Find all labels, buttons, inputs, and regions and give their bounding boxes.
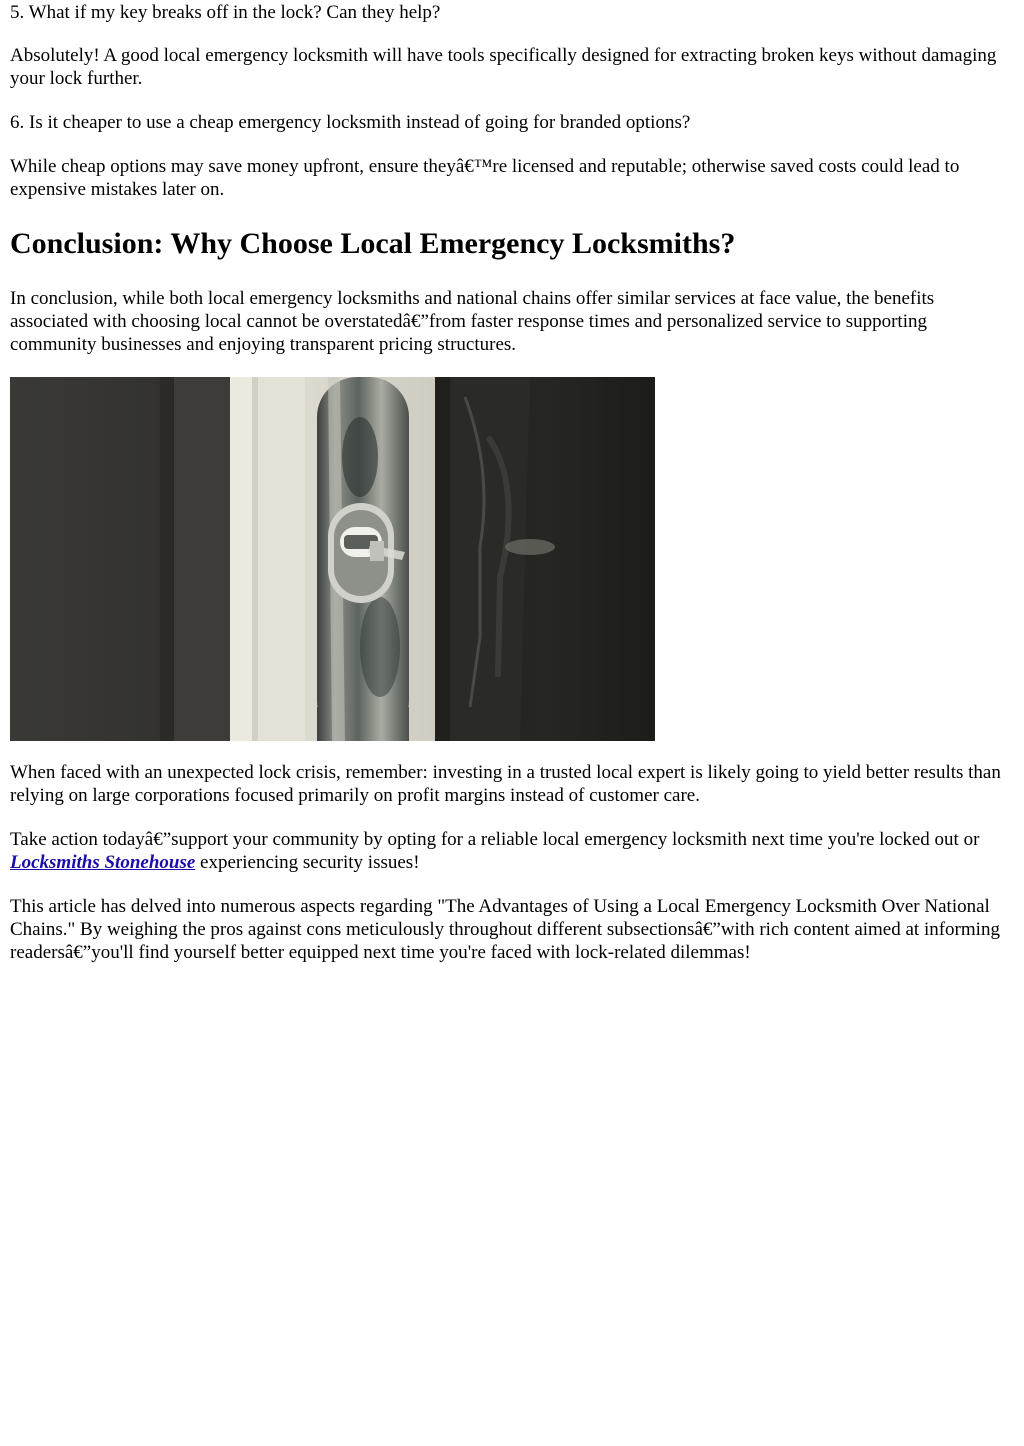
conclusion-heading: Conclusion: Why Choose Local Emergency Locksmiths?: [10, 227, 736, 260]
closing-paragraph-1: When faced with an unexpected lock crisis, remember: investing in a trusted local expert is likely going to yield better results than relying on large corporations focused primarily on profit margins instead of customer care.: [10, 762, 1001, 806]
faq-answer-5: Absolutely! A good local emergency locksmith will have tools specifically designed for extracting broken keys without damaging your lock further.: [10, 45, 997, 89]
faq-question-5: 5. What if my key breaks off in the lock? Can they help?: [10, 2, 441, 23]
conclusion-paragraph: In conclusion, while both local emergency locksmiths and national chains offer similar services at face value, the benefits associated with choosing local cannot be overstatedâ€”from faster response times and personalized service to supporting community businesses and enjoying transparent pricing structures.: [10, 288, 935, 355]
faq-answer-6: While cheap options may save money upfront, ensure theyâ€™re licensed and reputable; otherwise saved costs could lead to expensive mistakes later on.: [10, 156, 960, 200]
closing-paragraph-3: This article has delved into numerous aspects regarding "The Advantages of Using a Local Emergency Locksmith Over National Chains." By weighing the pros against cons meticulously throughout different subsectionsâ€”with rich content aimed at informing readersâ€”you'll find yourself better equipped next time you're faced with lock-related dilemmas!: [10, 896, 1000, 963]
closing-paragraph-2-start: Take action todayâ€”support your community by opting for a reliable local emergency locksmith next time you're locked out or: [10, 829, 980, 850]
faq-question-6: 6. Is it cheaper to use a cheap emergency locksmith instead of going for branded options?: [10, 112, 691, 133]
locksmiths-stonehouse-link[interactable]: Locksmiths Stonehouse: [10, 852, 196, 873]
door-lock-photo: [10, 377, 655, 741]
closing-paragraph-2: [10, 828, 1014, 874]
closing-paragraph-2-end: experiencing security issues!: [195, 852, 420, 873]
